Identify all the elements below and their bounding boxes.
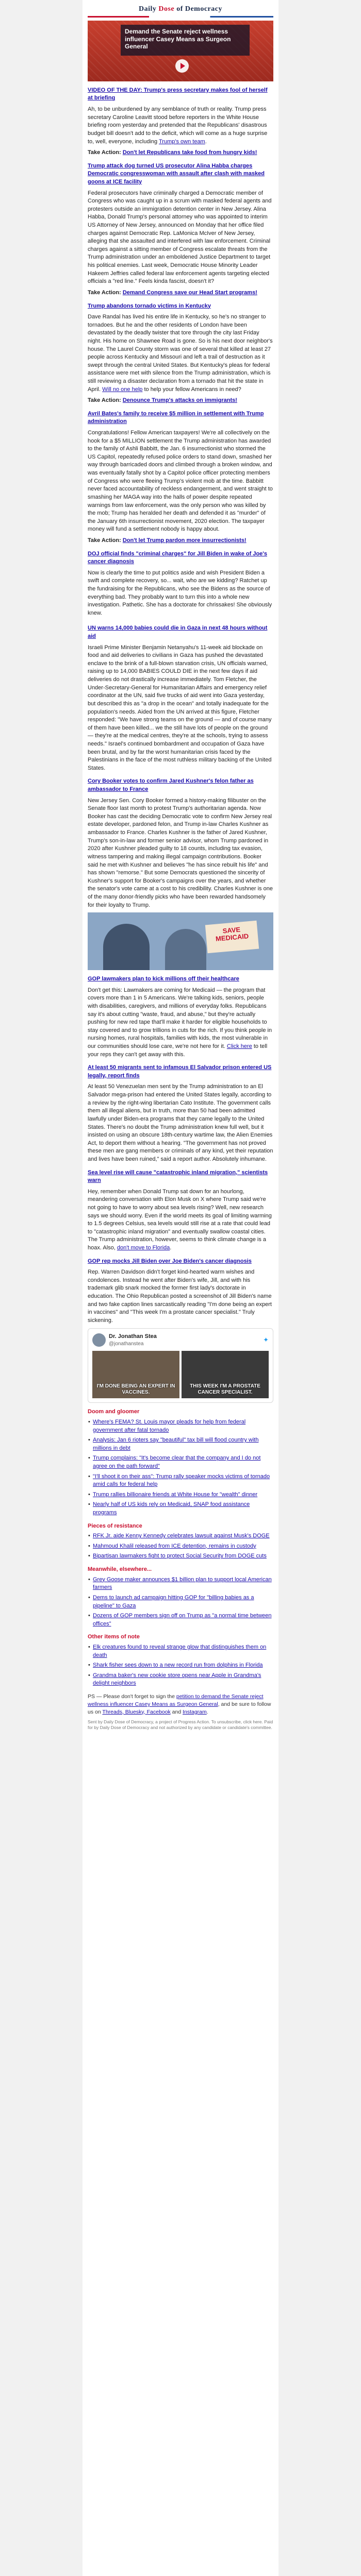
story-body: At least 50 Venezuelan men sent by the Trump administration to an El Salvador mega-prison had entered the United States legally, according to a review by the right-wing libertarian Cato Institute. The government calls them all illegal aliens, but in truth, more than 50 had been admitted lawfully under Biden-era programs that they came legally to the United States. There's no doubt the Trump administration knew full well, but it insisted on using an obscure 18th-century wartime law, the Alien Enemies Act, to deport them without a hearing. "The government has not proved these men are gang members or criminals of any kind, yet their reputation and lives have been ruined," said a report author. Absolutely inhumane. [88, 1083, 273, 1162]
list-item: • Grandma baker's new cookie store opens near Apple in Grandma's delight neighbors [93, 1672, 273, 1688]
take-action-link[interactable]: Don't let Trump pardon more insurrectionists! [122, 537, 247, 544]
story-inline-link[interactable]: Trump's own team [159, 138, 205, 145]
story-davidson [88, 1258, 273, 1403]
story-headline[interactable]: Avril Bates's family to receive $5 million in settlement with Trump administration [88, 410, 264, 425]
story-headline[interactable]: GOP lawmakers plan to kick millions off their healthcare [88, 976, 239, 982]
story-headline[interactable]: DOJ official finds "criminal charges" for Jill Biden in wake of Joe's cancer diagnosis [88, 550, 268, 565]
story-headline[interactable]: At least 50 migrants sent to infamous El Salvador prison entered US legally, report finds [88, 1064, 272, 1079]
meme-caption: THIS WEEK I'M A PROSTATE CANCER SPECIALIST. [190, 1383, 260, 1395]
take-action: Take Action: Demand Congress save our Head Start programs! [88, 289, 257, 296]
medicaid-protest-photo [88, 912, 273, 970]
protester-silhouette [103, 924, 150, 970]
story-doj [88, 550, 273, 618]
petition-link[interactable]: petition to demand the Senate reject wellness influencer Casey Means as Surgeon General [88, 1693, 264, 1707]
tweet-author-handle: @jonathanstea [109, 1341, 144, 1347]
footer [88, 1693, 273, 1731]
hero-caption-panel [121, 25, 250, 56]
story-kentucky [88, 302, 273, 405]
list-item: • Dozens of GOP members sign off on Trump as "a normal time between offices" [93, 1612, 273, 1628]
take-action-link[interactable]: Don't let Republicans take food from hungry kids! [122, 149, 257, 156]
list-item: • Mahmoud Khalil released from ICE detention, remains in custody [93, 1543, 273, 1551]
story-body: Ah, to be unburdened by any semblance of truth or reality. Trump press secretary Caroline Leavitt stood before reporters in the White House briefing room yesterday and pretended that the Republicans' disastrous budget bill doesn't add to the deficit, which will come as a huge surprise to, well, everyone, including Trump's own team. [88, 106, 268, 145]
play-icon[interactable] [175, 59, 189, 73]
embedded-tweet[interactable] [88, 1328, 273, 1403]
meanwhile-list [88, 1566, 273, 1628]
hero-caption: Demand the Senate reject wellness influencer Casey Means as Surgeon General [125, 27, 231, 50]
take-action-link[interactable]: Demand Congress save our Head Start programs! [122, 289, 257, 296]
list-item: • Bipartisan lawmakers fight to protect Social Security from DOGE cuts [93, 1552, 273, 1561]
resistance-list [88, 1522, 273, 1561]
list-item: • Dems to launch ad campaign hitting GOP for "billing babies as a pipeline" to Gaza [93, 1594, 273, 1610]
story-body: Rep. Warren Davidson didn't forget kind-hearted warm wishes and condolences. Instead he went after Biden's wife, Jill, and with his trademark glib snark mocked the former first lady's doctorate in education. The Ohio Republican posted a screenshot of Jill Biden's name and two fake caption lines sarcastically reading "I'm done being an expert in vaccines" and "This week I'm a prostate cancer specialist." Truly sickening. [88, 1269, 272, 1324]
other-list [88, 1633, 273, 1688]
ps-paragraph: PS — Please don't forget to sign the petition to demand the Senate reject wellness influencer Casey Means as Surgeon General, and be sure to follow us on Threads, Bluesky, Facebook and Instagram. [88, 1693, 271, 1715]
meme-image-right [182, 1351, 269, 1398]
story-inline-link[interactable]: don't move to Florida [117, 1245, 170, 1251]
story-body: New Jersey Sen. Cory Booker formed a history-making filibuster on the Senate floor last month to protest Trump's authoritarian agenda. Now Booker has cast the deciding Democratic vote to confirm New Jersey real estate developer, pardoned felon, and Trump in-law Charles Kushner as ambassador to France. Charles Kushner is the father of Jared Kushner, Trump's son-in-law and former senior advisor, whom Trump pardoned in 2020 after Kushner pleaded guilty to 18 counts, including tax evasion, witness tampering and making illegal campaign contributions. Booker said he met with Kushner and believes "he has since rebuilt his life" and has shown "remorse." But some Democrats questioned the sincerity of Kushner's support for Booker's campaigns over the years, and whether the senator's vote came at a cost to his credibility. Charles Kushner is one of the many donor-friendly picks who have been rewarded handsomely for their loyalty to Trump. [88, 797, 273, 908]
newsletter-column [83, 0, 278, 2576]
social-links[interactable]: Threads, Bluesky, Facebook [102, 1708, 171, 1715]
masthead [88, 2, 273, 21]
story-body: Now is clearly the time to put politics aside and wish President Biden a swift and complete recovery, so... wait, who are we kidding? Ratchet up the fundraising for the Republicans, who see the Bidens as the source of everything bad. They probably want to turn this into a whole new investigation. Pathetic. She has a doctorate for chrissakes! She obviously knew. [88, 569, 272, 616]
protest-sign [205, 921, 259, 954]
story-habba [88, 162, 273, 297]
story-headline[interactable]: Trump attack dog turned US prosecutor Alina Habba charges Democratic congresswoman with assault after clash with masked goons at ICE facility [88, 162, 265, 185]
story-medicaid [88, 975, 273, 1059]
story-body: Don't get this: Lawmakers are coming for Medicaid — the program that covers more than 1 in 5 Americans. We're talking kids, seniors, people with disabilities, caregivers, and millions of everyday folks. Republicans say it's about cutting "waste, fraud, and abuse," but they're actually pushing for new red tape that'll make it harder for eligible households to stay covered and to grow trillions in cuts for the rich. If you think people in nursing homes, rural hospitals, families with kids, the most vulnerable in our communities should lose care, we're not here for it. Click here to tell your reps they can't get away with this. [88, 987, 272, 1058]
sign-line-2: MEDICAID [215, 932, 249, 943]
list-item: • Trump rallies billionaire friends at White House for "wealth" dinner [93, 1491, 273, 1499]
list-header: Other items of note [88, 1634, 140, 1640]
list-item: • "I'll shoot it on their ass": Trump rally speaker mocks victims of tornado amid calls for federal help [93, 1473, 273, 1489]
story-body: Hey, remember when Donald Trump sat down for an hourlong, meandering conversation with Elon Musk on X where Trump said we're not going to have to worry about sea levels rising? Well, new research says we should worry. Even if the world meets its goal of limiting warming to 1.5 degrees Celsius, sea levels would still rise at a rate that could lead to "catastrophic inland migration" and eventually swallow coastal cities. The Trump administration, however, seems to think climate change is a hoax. Also, don't move to Florida. [88, 1188, 272, 1251]
doom-list [88, 1408, 273, 1517]
instagram-link[interactable]: Instagram [183, 1708, 207, 1715]
story-babbitt [88, 410, 273, 545]
avatar [92, 1333, 106, 1347]
story-kushner [88, 777, 273, 970]
take-action-link[interactable]: Denounce Trump's attacks on immigrants! [122, 397, 237, 404]
take-action: Take Action: Don't let Republicans take food from hungry kids! [88, 149, 257, 156]
tweet-author-name: Dr. Jonathan Stea [109, 1333, 157, 1340]
story-video-of-day [88, 87, 273, 157]
meme-image-left [92, 1351, 179, 1398]
list-item: • Elk creatures found to reveal strange glow that distinguishes them on death [93, 1643, 273, 1659]
story-el-salvador [88, 1064, 273, 1163]
protester-silhouette [165, 929, 206, 970]
meme-caption: I'M DONE BEING AN EXPERT IN VACCINES. [96, 1383, 175, 1395]
list-item: • Shark fisher sees down to a new record run from dolphins in Florida [93, 1662, 273, 1670]
bird-icon: ✦ [263, 1336, 269, 1344]
story-inline-link[interactable]: Will no one help [102, 386, 143, 393]
story-body: Dave Randal has lived his entire life in Kentucky, so he's no stranger to tornadoes. But he and the other residents of London have been devastated by the deadly twister that tore through the city last Friday night. His home on Shawnee Road is gone. So is his next door neighbor's house. The Laurel County storm was one of several that killed at least 27 people across Kentucky and Missouri and left a trail of destruction as it swept through the central United States. But Kentucky's pleas for federal assistance were met with silence from the Trump administration, which is still reviewing a disaster declaration from a tornado that hit the state in April. Will no one help to help your fellow Americans in need? [88, 314, 273, 393]
video-of-day-label[interactable]: VIDEO OF THE DAY [88, 87, 141, 93]
list-item: • RFK Jr. aide Kenny Kennedy celebrates lawsuit against Musk's DOGE [93, 1532, 273, 1540]
story-gaza [88, 624, 273, 772]
hero-video-thumbnail[interactable] [88, 21, 273, 81]
take-action: Take Action: Don't let Trump pardon more insurrectionists! [88, 537, 247, 544]
story-headline[interactable]: UN warns 14,000 babies could die in Gaza in next 48 hours without aid [88, 625, 268, 640]
story-body: Congratulations! Fellow American taxpayers! We're all collectively on the hook for a $5 MILLION settlement the Trump administration has awarded to the family of Ashli Babbitt, the Jan. 6 insurrectionist who stormed the US Capitol, repeatedly refused police orders to stand down, smashed her way through barricaded doors and climbed through a broken window, and was eventually fatally shot by a Capitol police officer protecting members of Congress who were fleeing Trump's violent mob at the time. Babbitt never faced accountability of reckless endangerment, and went straight to smashing her MAGA way into the halls of power despite repeated warnings from law enforcement, was the only person who was killed by the mob; Trump has heralded her death and defended it as "murder" of the January 6th insurrectionist movement, 2020 election. The taxpayer money will fund a settlement nobody is happy about. [88, 430, 273, 533]
story-sea-level [88, 1169, 273, 1252]
story-headline[interactable]: Trump abandons tornado victims in Kentucky [88, 302, 211, 309]
sign-line-1: SAVE [222, 925, 241, 935]
brand-logo[interactable]: Daily Dose of Democracy [139, 5, 222, 13]
list-item: • Nearly half of US kids rely on Medicaid, SNAP food assistance programs [93, 1501, 273, 1517]
story-headline[interactable]: GOP rep mocks Jill Biden over Joe Biden's cancer diagnosis [88, 1258, 252, 1264]
story-headline[interactable]: Sea level rise will cause "catastrophic inland migration," scientists warn [88, 1169, 268, 1184]
story-body: Israeli Prime Minister Benjamin Netanyahu's 11-week aid blockade on food and aid deliveries to civilians in Gaza has pushed the devastated enclave to the brink of a full-blown starvation crisis, UN officials warned, raising up to 14,000 BABIES COULD DIE in the next few days if aid deliveries do not drastically increase immediately. Tom Fletcher, the Under-Secretary-General for Humanitarian Affairs and emergency relief coordinator at the UN, said five trucks of aid went into Gaza yesterday, but described this as "a drop in the ocean" and totally inadequate for the population's needs. Aided from the UN arrived at this figure, Fletcher responded: "We have strong teams on the ground — and of course many of them have been killed... we the still have lots of people on the ground — they're at the medical centres, they're at the schools, trying to assess needs." Israel's continued bombardment and occupation of Gaza have been brutal, and by far the worst humanitarian crisis faced by the Palestinians in the face of the most ruthless military backing of the United States. [88, 644, 272, 771]
list-item: • Where's FEMA? St. Louis mayor pleads for help from federal government after fatal tornado [93, 1418, 273, 1434]
list-item: • Trump complains: "It's become clear that the company and I do not agree on the path forward" [93, 1454, 273, 1470]
take-action: Take Action: Denounce Trump's attacks on immigrants! [88, 397, 237, 404]
story-headline[interactable]: Cory Booker votes to confirm Jared Kushner's felon father as ambassador to France [88, 778, 254, 793]
tweet-media [92, 1351, 269, 1398]
list-header: Meanwhile, elsewhere... [88, 1566, 152, 1573]
flag-stripe [88, 16, 273, 18]
fine-print: Sent by Daily Dose of Democracy, a project of Progress Action. To unsubscribe, click here. Paid for by Daily Dose of Democracy and not authorized by any candidate or candidate's committee. [88, 1719, 273, 1730]
list-item: • Grey Goose maker announces $1 billion plan to support local American farmers [93, 1576, 273, 1592]
story-inline-link[interactable]: Click here [226, 1043, 252, 1050]
list-item: • Analysis: Jan 6 rioters say "beautiful" tax bill will flood country with millions in debt [93, 1436, 273, 1452]
list-header: Doom and gloomer [88, 1409, 140, 1415]
story-headline[interactable]: : Trump's press secretary makes fool of herself at briefing [88, 87, 268, 101]
list-header: Pieces of resistance [88, 1522, 142, 1529]
story-body: Federal prosecutors have criminally charged a Democratic member of Congress who was caught up in a scrum with masked federal agents and protesters outside an immigration detention center in New Jersey. Alina Habba, Donald Trump's personal attorney who was appointed to interim US Attorney of New Jersey, announced on Monday that her office filed charges against Democratic Rep. LaMonica McIver of New Jersey, alleging that she assaulted and interfered with law enforcement. Criminal charges against a sitting member of Congress escalate threats from the Trump administration under an emboldened Justice Department to target his political enemies. Last week, Democratic House Minority Leader Hakeem Jeffries called federal law enforcement agents targeting elected officials a "red line." Feels kinda fascist, doesn't it? [88, 190, 272, 285]
